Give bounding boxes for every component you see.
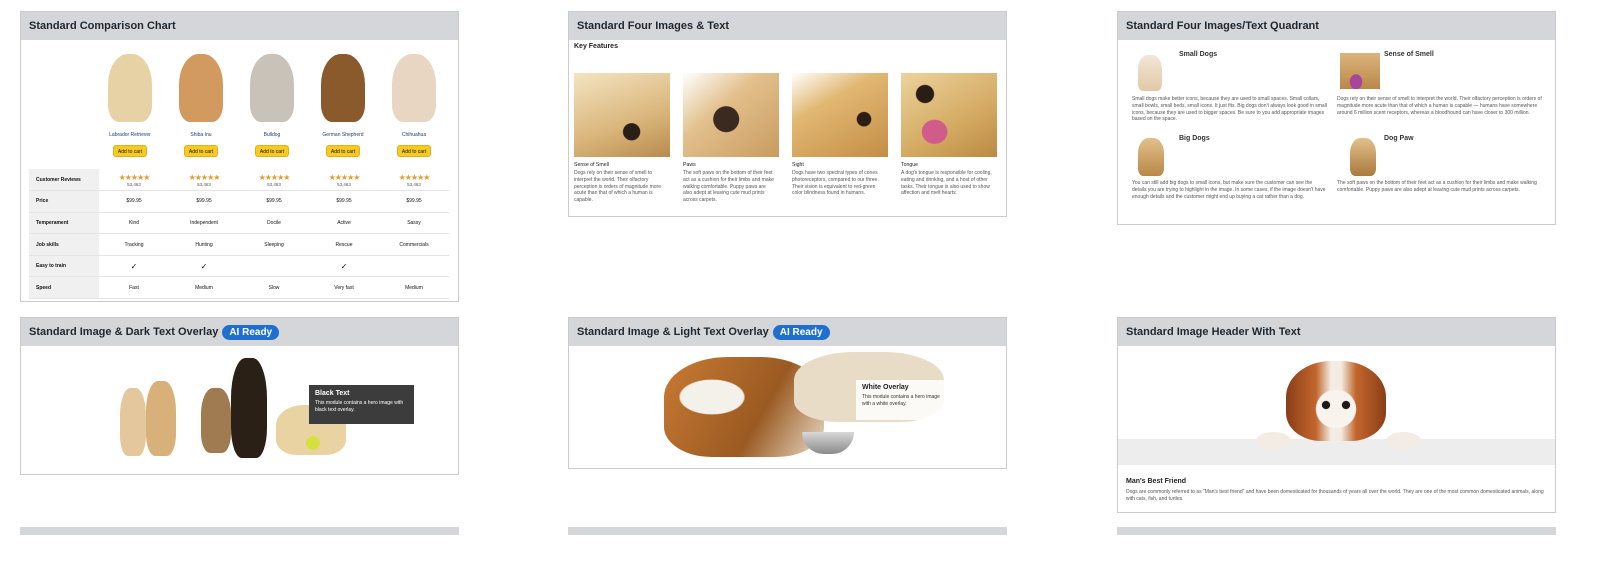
cell: Very fast [309,277,379,299]
light-overlay-card [568,317,1007,469]
feature-image [792,73,888,157]
check-icon [379,255,449,277]
rating-cell [309,169,379,191]
star-rating-icon: ★★★★★ [118,172,150,182]
four-images-card [568,11,1007,217]
star-rating-icon: ★★★★★ [398,172,430,182]
rating-count: 53,463 [127,181,141,187]
add-to-cart-button[interactable]: Add to cart [397,145,431,157]
card-title: Standard Comparison Chart [21,12,458,40]
row-easy [29,255,449,277]
feature-image [683,73,779,157]
cell: Sassy [379,212,449,234]
section-heading: Man's Best Friend [1126,478,1187,485]
quadrant-image [1138,138,1164,176]
quadrant-title: Sense of Smell [1384,51,1434,58]
row-speed [29,277,449,299]
rating-cell [169,169,239,191]
feature-title: Sight [792,162,804,168]
ai-ready-badge: AI Ready [222,325,279,340]
quadrant-title: Small Dogs [1179,51,1218,58]
next-card-stub [1117,527,1556,535]
dog-image [179,54,223,122]
dog-name-link[interactable]: Chihuahua [401,132,427,138]
feature-image [574,73,670,157]
header-image [1118,347,1555,465]
add-to-cart-button[interactable]: Add to cart [113,145,147,157]
dog-name-link[interactable]: Labrador Retriever [109,132,151,138]
comparison-chart-card [20,11,459,302]
cell: Fast [99,277,169,299]
section-heading: Key Features [574,43,618,50]
overlay-text: This module contains a hero image with a white overlay. [862,394,940,407]
row-label: Temperament [29,212,99,234]
overlay-box [856,380,956,420]
row-label: Job skills [29,234,99,256]
dog-image [250,54,294,122]
quadrant-text: Dogs rely on their sense of smell to interpret the world. Their olfactory perception is orders of magnitude more acute than that of which a human is capable — humans have somewhere around 6 million scent receptors, whereas a bloodhound can have closer to 300 million. [1337,96,1542,116]
quadrant-card [1117,11,1556,225]
cell: $99.95 [379,191,449,213]
quadrant-text: You can still add big dogs to small icons, but make sure the customer can see the details you are trying to highlight in the image. In some cases, if the image doesn't have enough details and the customer might end up buying a cat rather than a dog. [1132,180,1326,200]
feature-text: A dog's tongue is responsible for cooling, eating and drinking, and a host of other tasks. Their tongue is also used to show affection and melt hearts. [901,170,992,197]
ai-ready-badge: AI Ready [773,325,830,340]
cell: Medium [379,277,449,299]
next-card-stub [20,527,459,535]
row-reviews [29,169,449,191]
quadrant-text: The soft paws on the bottom of their feet act as a cushion for their limbs and make walking comfortable. Puppy paws are also adept at leaving cute mud prints across carpets. [1337,180,1537,193]
check-icon: ✓ [99,255,169,277]
check-icon: ✓ [309,255,379,277]
cell: Independent [169,212,239,234]
quadrant-image [1340,53,1380,89]
dog-image [108,54,152,122]
cell: Medium [169,277,239,299]
feature-text: Dogs rely on their sense of smell to interpret the world. Their olfactory perception is orders of magnitude more acute than that of which a human is capable. [574,170,661,203]
dog-name-link[interactable]: Bulldog [263,132,281,138]
row-job [29,234,449,256]
overlay-title: Black Text [315,390,350,397]
header-text-card [1117,317,1556,513]
cell: Rescue [309,234,379,256]
quadrant-title: Big Dogs [1179,135,1210,142]
dark-overlay-card [20,317,459,475]
cell: $99.95 [169,191,239,213]
overlay-text: This module contains a hero image with black text overlay. [315,400,404,413]
add-to-cart-button[interactable]: Add to cart [326,145,360,157]
star-rating-icon: ★★★★★ [188,172,220,182]
add-to-cart-button[interactable]: Add to cart [255,145,289,157]
feature-text: Dogs have two spectral types of cones photoreceptors, compared to our three. Their vision is equivalent to red-green color blindness found in humans. [792,170,879,197]
rating-count: 53,463 [197,181,211,187]
card-title [21,318,458,346]
cell: $99.95 [99,191,169,213]
row-label: Speed [29,277,99,299]
card-title-text: Standard Image & Light Text Overlay [577,326,769,338]
row-price [29,191,449,213]
cell: $99.95 [309,191,379,213]
add-to-cart-button[interactable]: Add to cart [184,145,218,157]
card-title [569,318,1006,346]
feature-image [901,73,997,157]
star-rating-icon: ★★★★★ [258,172,290,182]
quadrant-image [1138,55,1162,91]
rating-cell [99,169,169,191]
cell: Docile [239,212,309,234]
dog-name-link[interactable]: Shiba Inu [190,132,212,138]
cell: Tracking [99,234,169,256]
cell: Commercials [379,234,449,256]
card-title: Standard Four Images/Text Quadrant [1118,12,1555,40]
feature-title: Sense of Smell [574,162,609,168]
card-title-text: Standard Image & Dark Text Overlay [29,326,219,338]
cell: Sleeping [239,234,309,256]
feature-title: Tongue [901,162,919,168]
check-icon [239,255,309,277]
quadrant-title: Dog Paw [1384,135,1414,142]
card-title: Standard Four Images & Text [569,12,1006,40]
rating-count: 53,463 [407,181,421,187]
rating-count: 53,463 [267,181,281,187]
row-label: Easy to train [29,255,99,277]
dog-image [392,54,436,122]
section-text: Dogs are commonly referred to as "Man's best friend" and have been domesticated for thousands of years all over the world. They are one of the most common domesticated animals, along with cats, fish, and turtles. [1126,489,1544,502]
rating-cell [379,169,449,191]
row-label: Customer Reviews [29,169,99,191]
comparison-table [29,169,449,299]
dog-name-link[interactable]: German Shepherd [322,132,364,138]
card-title: Standard Image Header With Text [1118,318,1555,346]
dog-image [321,54,365,122]
rating-count: 53,463 [337,181,351,187]
cell: Hunting [169,234,239,256]
overlay-title: White Overlay [862,384,909,391]
row-label: Price [29,191,99,213]
quadrant-image [1350,138,1376,176]
check-icon: ✓ [169,255,239,277]
feature-text: The soft paws on the bottom of their feet act as a cushion for their limbs and make walking comfortable. Puppy paws are also adept at leaving cute mud prints across carpets. [683,170,774,203]
cell: Active [309,212,379,234]
cell: $99.95 [239,191,309,213]
quadrant-text: Small dogs make better icons, because they are used to small spaces. Small collars, small bowls, small beds, small icons. It just fits. Big dogs don't always look good in small icons, because they are used to bigger spaces. Be sure to you add appropriate images based on the space. [1132,96,1327,123]
next-card-stub [568,527,1007,535]
star-rating-icon: ★★★★★ [328,172,360,182]
feature-title: Paws [683,162,696,168]
rating-cell [239,169,309,191]
overlay-box [309,385,414,424]
cell: Kind [99,212,169,234]
cell: Slow [239,277,309,299]
row-temperament [29,212,449,234]
